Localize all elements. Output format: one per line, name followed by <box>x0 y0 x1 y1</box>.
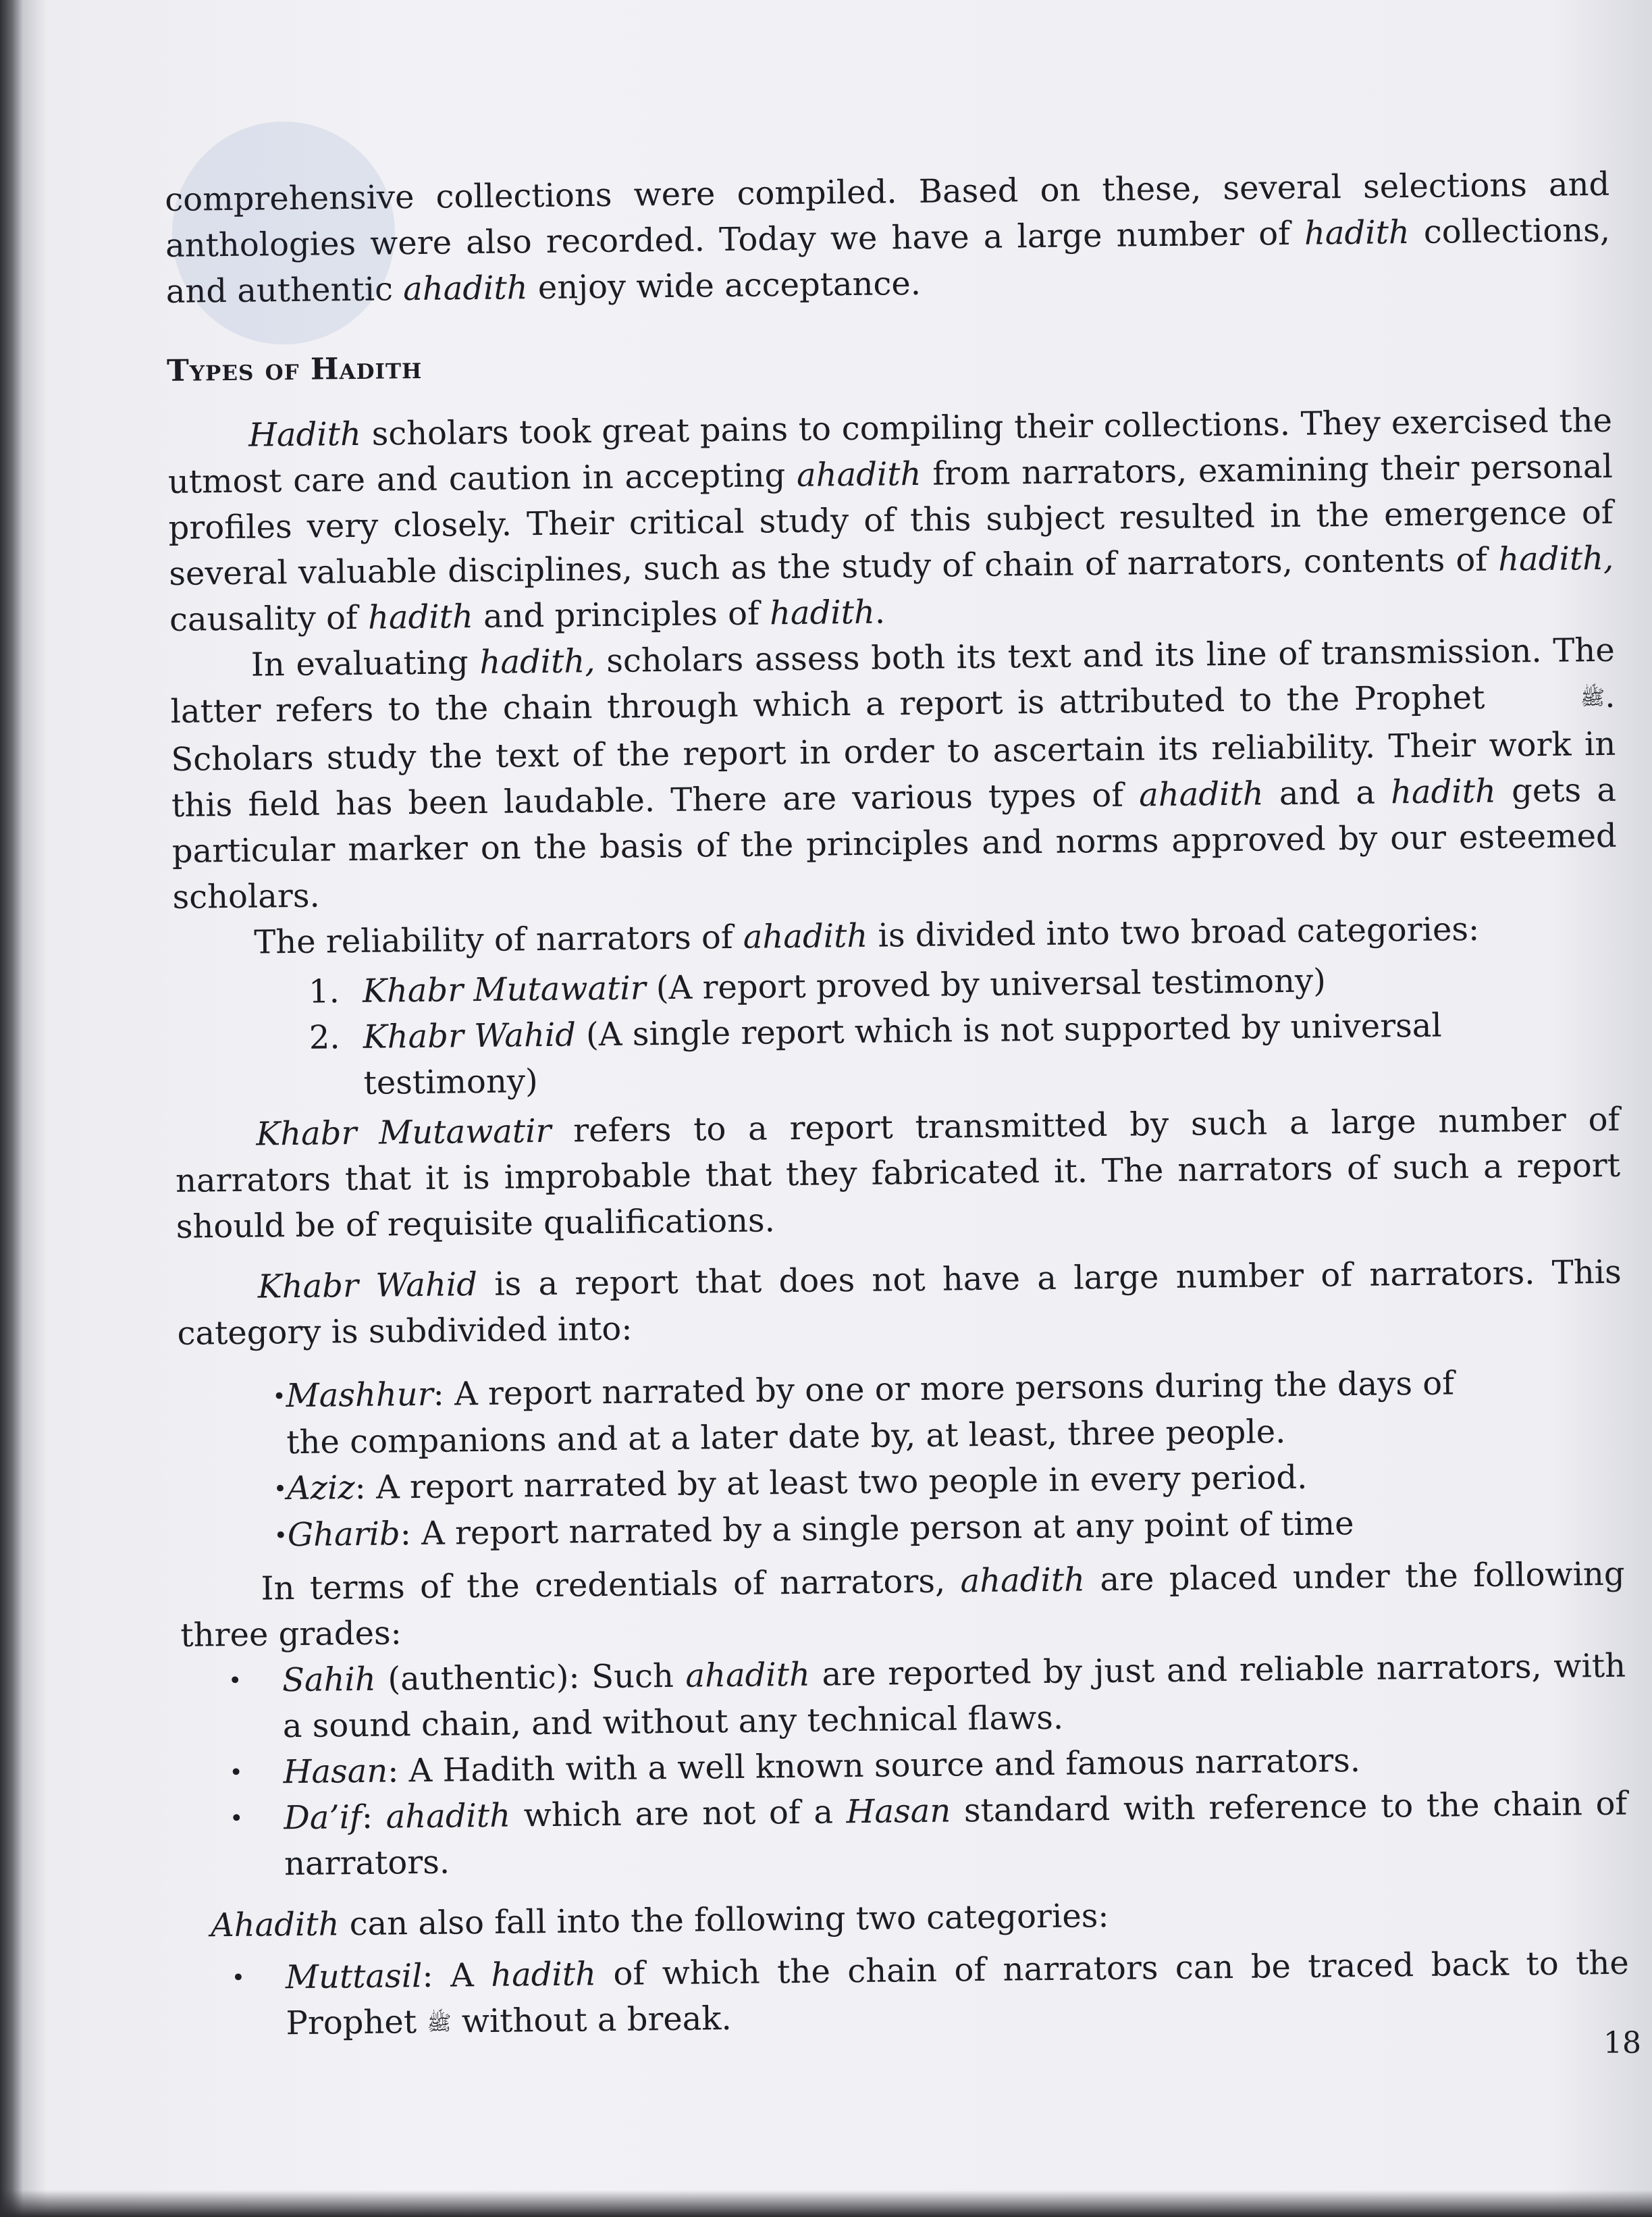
paragraph-mutawatir: Khabr Mutawatir refers to a report transmitted by such a large number of narrators that it is improbable that they fabricated it. The narrators of such a report should be of requisite qualifications. <box>175 1100 1621 1246</box>
paragraph-credentials: In terms of the credentials of narrators, ahadith are placed under the following three grades: <box>180 1555 1625 1654</box>
opening-paragraph: comprehensive collections were compiled. Based on these, several selections and anthologies were also recorded. Today we have a large number of hadith collections, and authentic ahadith enjoy wide acceptance. <box>165 165 1611 311</box>
paragraph-scholars: Hadith scholars took great pains to compiling their collections. They exercised the utmost care and caution in accepting ahadith from narrators, examining their personal profiles very closely. Their critical study of this subject resulted in the emergence of several valuable disciplines, such as the study of chain of narrators, contents of hadith, causality of hadith and principles of hadith. <box>167 401 1614 639</box>
bullet-icon: • <box>229 1758 243 1787</box>
bullet-icon: • <box>272 1383 286 1411</box>
list-item: •Aziz: A report narrated by at least two people in every period. <box>273 1452 1516 1512</box>
honorific-glyph: ﷺ <box>427 2011 452 2035</box>
page-number: 18 <box>1603 2026 1641 2060</box>
paragraph-wahid: Khabr Wahid is a report that does not have a large number of narrators. This category is subdivided into: <box>177 1253 1622 1353</box>
list-item: • Da’if: ahadith which are not of a Hasan standard with reference to the chain of narrators. <box>230 1781 1628 1887</box>
bullet-icon: • <box>231 1964 246 1992</box>
list-item: 2. Khabr Wahid (A single report which is not supported by universal testimony) <box>309 1006 1443 1102</box>
bullet-icon: • <box>230 1804 244 1833</box>
wahid-subtypes-list <box>178 1359 1624 1560</box>
list-item: 1. Khabr Mutawatir (A report proved by universal testimony) <box>308 962 1327 1011</box>
continuity-list <box>184 1940 1630 2050</box>
section-heading: Types of Hadith <box>166 350 423 388</box>
bullet-icon: • <box>273 1476 288 1503</box>
list-item: •Mashhur: A report narrated by one or more persons during the days of the companions and at a later date by, at least, three people. <box>272 1364 1455 1462</box>
grades-list <box>181 1643 1628 1888</box>
list-item: • Sahih (authentic): Such ahadith are reported by just and reliable narrators, with a sound chain, and without any technical flaws. <box>228 1643 1626 1750</box>
bullet-icon: • <box>228 1667 242 1695</box>
paragraph-two-categories: Ahadith can also fall into the following two categories: <box>210 1897 1109 1945</box>
paragraph-evaluating: In evaluating hadith, scholars assess both its text and its line of transmission. The latter refers to the chain through which a report is attributed to the Prophet ﷺ. Scholars study the text of the report in order to ascertain its reliability. Their work in this field has been laudable. There are various types of ahadith and a hadith gets a particular marker on the basis of the principles and norms approved by our esteemed scholars. <box>170 631 1617 916</box>
page-text <box>165 161 1630 2050</box>
bullet-icon: • <box>273 1522 288 1550</box>
list-item: •Gharib: A report narrated by a single person at any point of time <box>273 1498 1516 1559</box>
page-bottom-edge <box>0 2190 1652 2217</box>
list-item: • Hasan: A Hadith with a well known source and famous narrators. <box>229 1735 1627 1796</box>
honorific-glyph: ﷺ <box>1580 685 1605 710</box>
list-item: • Muttasil: A hadith of which the chain of narrators can be traced back to the Prophet ﷺ without a break. <box>231 1940 1629 2049</box>
paragraph-reliability: The reliability of narrators of ahadith is divided into two broad categories: <box>253 910 1480 962</box>
numbered-list <box>174 955 1620 1108</box>
